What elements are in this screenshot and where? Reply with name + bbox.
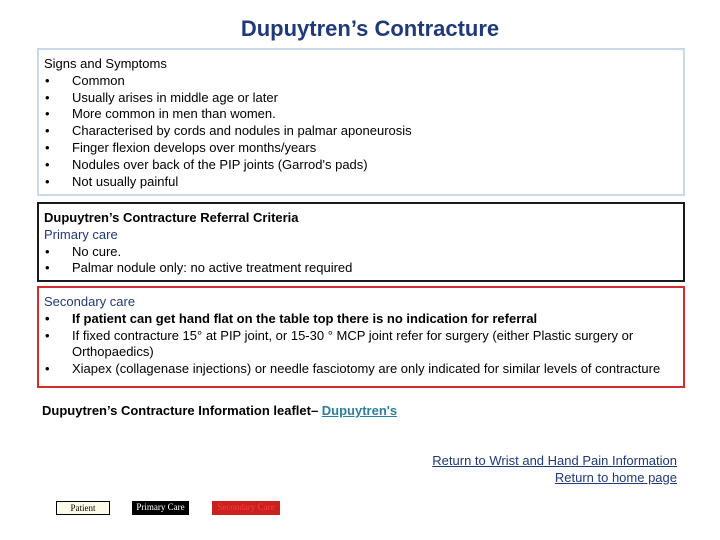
primary-care-list: [44, 244, 678, 278]
list-item: • Characterised by cords and nodules in palmar aponeurosis: [44, 123, 678, 140]
list-item: • More common in men than women.: [44, 106, 678, 123]
list-item: • Finger flexion develops over months/years: [44, 140, 678, 157]
signs-heading: Signs and Symptoms: [44, 56, 167, 71]
legend-patient: Patient: [56, 501, 110, 515]
list-item: • If fixed contracture 15° at PIP joint, or 15-30 ° MCP joint refer for surgery (either Plastic surgery or Orthopaedics): [44, 328, 678, 362]
page-title: Dupuytren’s Contracture: [240, 16, 500, 41]
list-item: • Nodules over back of the PIP joints (Garrod's pads): [44, 157, 678, 174]
list-item: • Common: [44, 73, 678, 90]
secondary-care-box: [37, 286, 685, 388]
leaflet-link[interactable]: Dupuytren's: [321, 403, 398, 418]
list-item: • Xiapex (collagenase injections) or needle fasciotomy are only indicated for similar levels of contracture: [44, 361, 678, 378]
referral-heading: Dupuytren’s Contracture Referral Criteria: [44, 210, 299, 225]
return-wrist-hand-link[interactable]: Return to Wrist and Hand Pain Information: [432, 453, 677, 468]
secondary-care-label: Secondary care: [44, 294, 136, 309]
referral-criteria-box: [37, 202, 685, 282]
list-item: • Palmar nodule only: no active treatment required: [44, 260, 678, 277]
list-item: • Usually arises in middle age or later: [44, 90, 678, 107]
leaflet-line: [42, 403, 397, 418]
legend-secondary-care: Secondary Care: [212, 501, 280, 515]
signs-list: [44, 73, 678, 191]
primary-care-label: Primary care: [44, 226, 118, 242]
legend-primary-care: Primary Care: [132, 501, 189, 515]
list-item: • Not usually painful: [44, 174, 678, 191]
leaflet-text: Dupuytren’s Contracture Information leaflet–: [42, 403, 322, 418]
secondary-care-list: [44, 311, 678, 378]
return-home-link[interactable]: Return to home page: [554, 470, 677, 485]
list-item: • If patient can get hand flat on the table top there is no indication for referral: [44, 311, 678, 328]
list-item: • No cure.: [44, 244, 678, 261]
return-links: [432, 452, 677, 486]
signs-symptoms-box: [37, 48, 685, 196]
